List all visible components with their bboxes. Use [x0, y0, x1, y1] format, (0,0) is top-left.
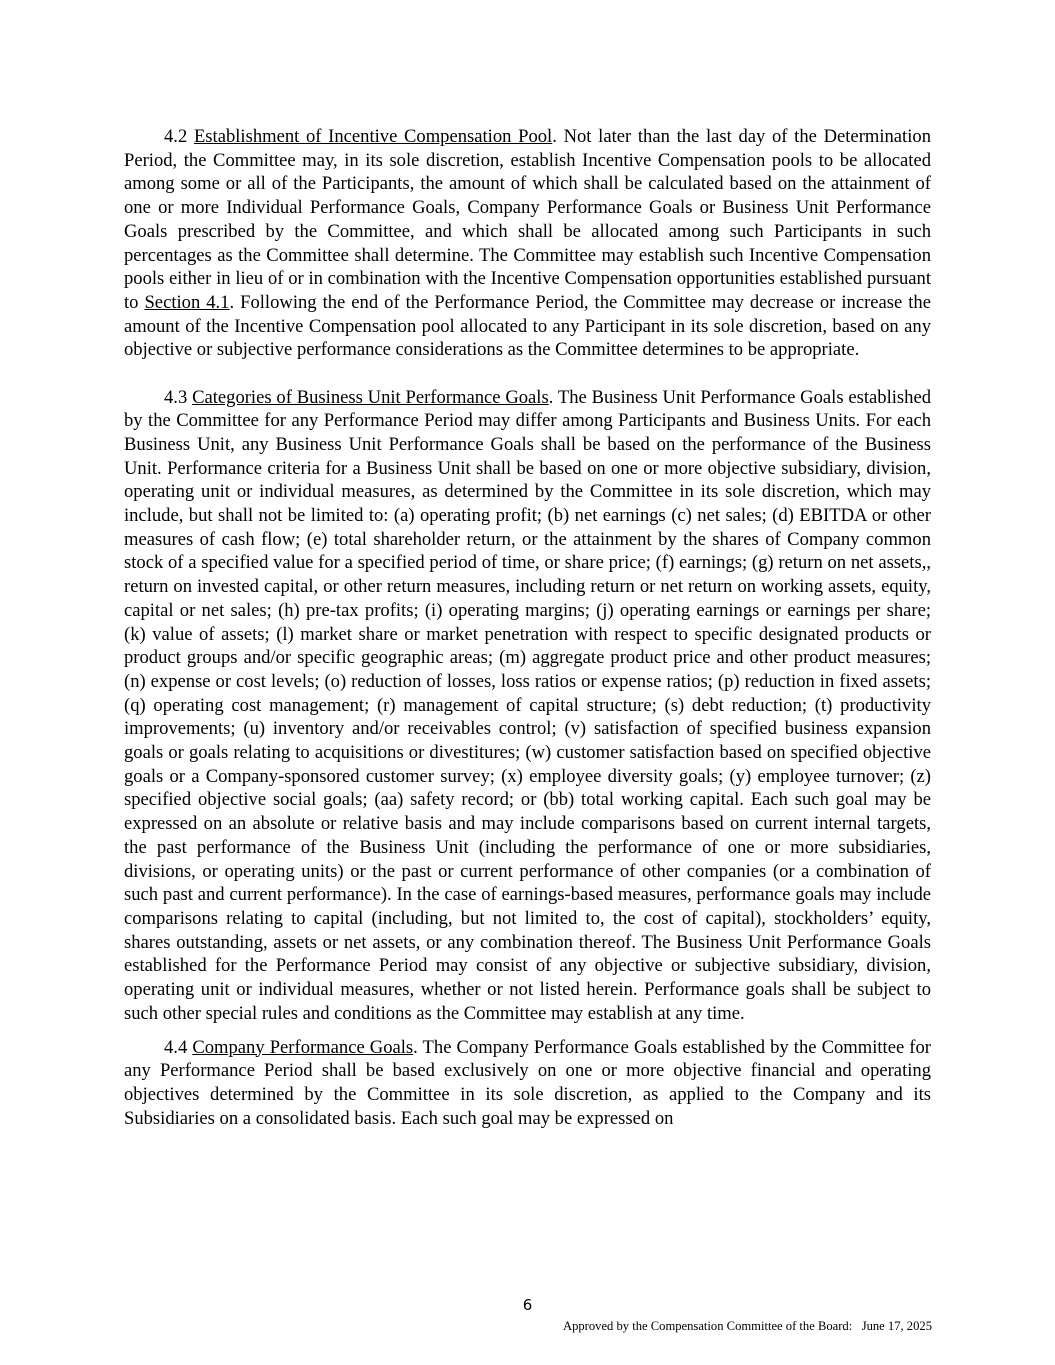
section-reference-link[interactable]: Section 4.1 — [144, 291, 230, 313]
section-number: 4.3 — [164, 386, 188, 408]
approval-footer — [563, 1319, 932, 1334]
section-text: . The Business Unit Performance Goals established by the Committee for any Performance Period may differ among Participants and Business Units. For each Business Unit, any Business Unit Performance Goals shall be based on the performance of the Business Unit. Performance criteria for a Business Unit shall be based on one or more objective subsidiary, division, operating unit or individual measures, as determined by the Committee in its sole discretion, which may include, but shall not be limited to: (a) operating profit; (b) net earnings (c) net sales; (d) EBITDA or other measures of cash flow; (e) total shareholder return, or the attainment by the shares of Company common stock of a specified value for a specified period of time, or share price; (f) earnings; (g) return on net assets,, return on invested capital, or other return measures, including return or net return on working assets, equity, capital or net sales; (h) pre-tax profits; (i) operating margins; (j) operating earnings or earnings per share; (k) value of assets; (l) market share or market penetration with respect to specific designated products or product groups and/or specific geographic areas; (m) aggregate product price and other product measures; (n) expense or cost levels; (o) reduction of losses, loss ratios or expense ratios; (p) reduction in fixed assets; (q) operating cost management; (r) management of capital structure; (s) debt reduction; (t) productivity improvements; (u) inventory and/or receivables control; (v) satisfaction of specified business expansion goals or goals relating to acquisitions or divestitures; (w) customer satisfaction based on specified objective goals or a Company-sponsored customer survey; (x) employee diversity goals; (y) employee turnover; (z) specified objective social goals; (aa) safety record; or (bb) total working capital. Each such goal may be expressed on an absolute or relative basis and may include comparisons based on current internal targets, the past performance of the Business Unit (including the performance of one or more subsidiaries, divisions, or operating units) or the past or current performance of other companies (or a combination of such past and current performance). In the case of earnings-based measures, performance goals may include comparisons relating to capital (including, but not limited to, the cost of capital), stockholders’ equity, shares outstanding, assets or net assets, or any combination thereof. The Business Unit Performance Goals established for the Performance Period may consist of any objective or subjective subsidiary, division, operating unit or individual measures, whether or not listed herein. Performance goals shall be subject to such other special rules and conditions as the Committee may establish at any time. — [124, 386, 931, 1024]
section-4-4 — [124, 1036, 931, 1131]
section-4-3 — [124, 386, 931, 1026]
section-number: 4.2 — [164, 126, 188, 147]
section-text: . The Company Performance Goals established by the Committee for any Performance Period shall be based exclusively on one or more objective financial and operating objectives determined by the Committee in its sole discretion, as applied to the Company and its Subsidiaries on a consolidated basis. Each such goal may be expressed on — [124, 1036, 931, 1129]
page-number: 6 — [522, 1296, 533, 1314]
section-4-2 — [124, 125, 931, 362]
section-text: . Following the end of the Performance Period, the Committee may decrease or increase the amount of the Incentive Compensation pool allocated to any Participant in its sole discretion, based on any objective or subjective performance considerations as the Committee determines to be appropriate. — [124, 291, 931, 361]
section-heading: Company Performance Goals — [192, 1036, 414, 1058]
section-heading: Establishment of Incentive Compensation Pool — [193, 126, 553, 147]
approval-label: Approved by the Compensation Committee of the Board: — [562, 1319, 853, 1333]
approval-date: June 17, 2025 — [861, 1319, 932, 1333]
section-number: 4.4 — [164, 1036, 188, 1058]
document-body — [124, 125, 931, 1130]
section-text: . Not later than the last day of the Determination Period, the Committee may, in its sole discretion, establish Incentive Compensation pools to be allocated among some or all of the Participants, the amount of which shall be calculated based on the attainment of one or more Individual Performance Goals, Company Performance Goals or Business Unit Performance Goals prescribed by the Committee, and which shall be allocated among such Participants in such percentages as the Committee shall determine. The Committee may establish such Incentive Compensation pools either in lieu of or in combination with the Incentive Compensation opportunities established pursuant to — [124, 126, 931, 313]
section-heading: Categories of Business Unit Performance Goals — [192, 386, 549, 408]
